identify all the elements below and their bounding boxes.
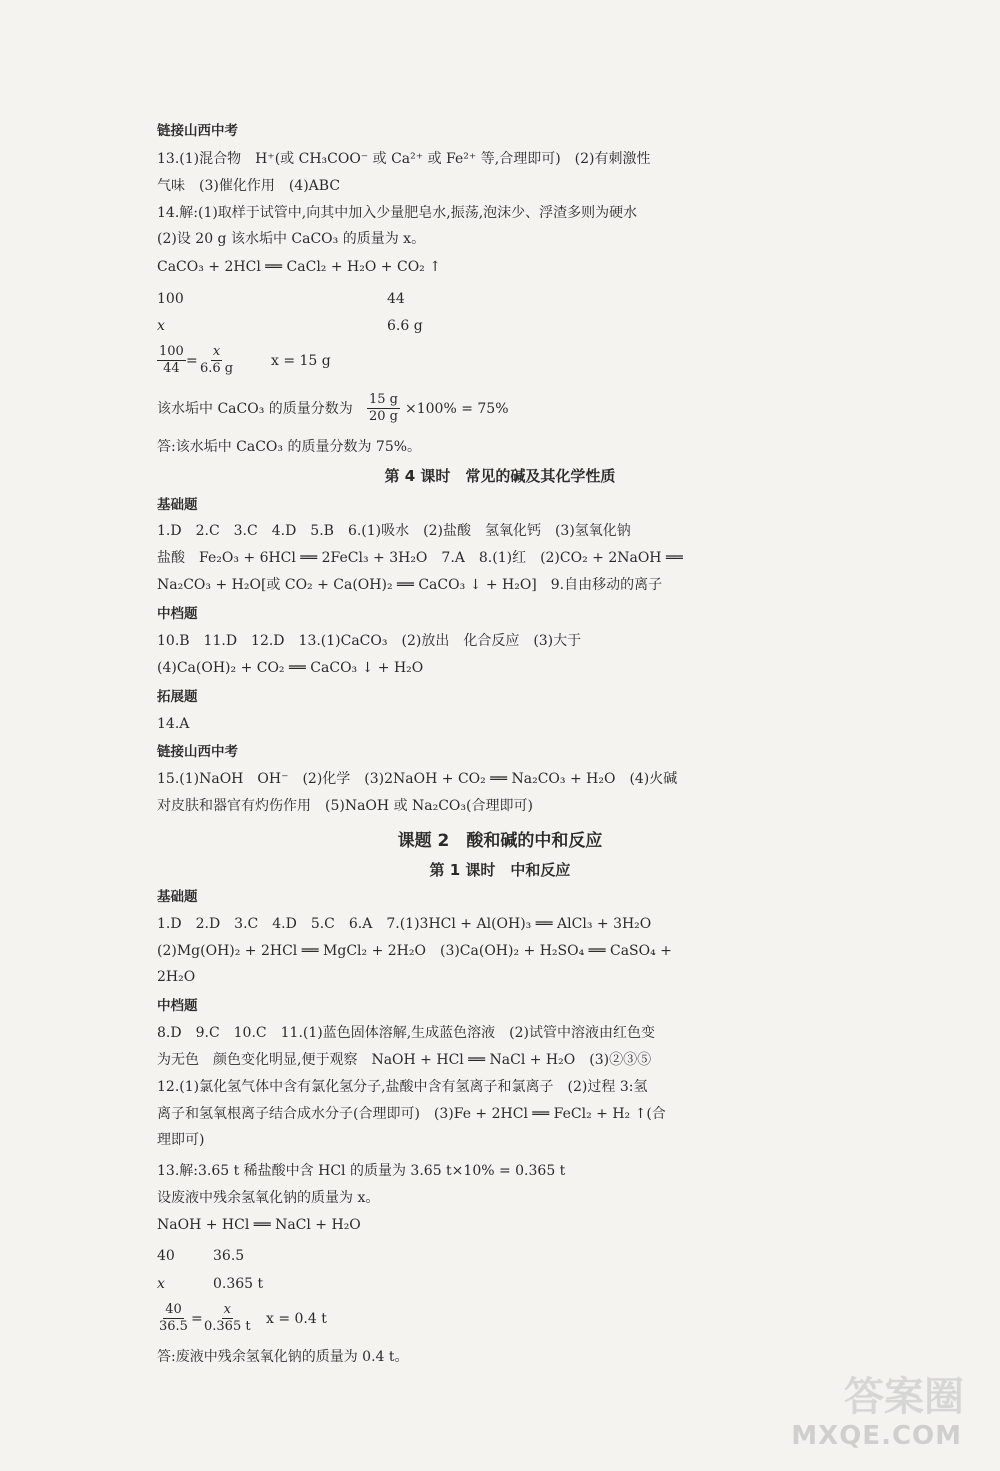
answer-line: 该水垢中 CaCO₃ 的质量分数为 (157, 401, 353, 417)
equation-unknown-left: x (157, 1276, 165, 1292)
answer-line: 离子和氢氧根离子结合成水分子(合理即可) (3)Fe + 2HCl ══ FeCl₂ + H₂ ↑(合 (157, 1106, 666, 1122)
section-heading: 中档题 (157, 998, 198, 1014)
equation-unknown-left: x (157, 318, 165, 334)
equation-line: NaOH + HCl ══ NaCl + H₂O (157, 1217, 361, 1233)
answer-line: 对皮肤和器官有灼伤作用 (5)NaOH 或 Na₂CO₃(合理即可) (157, 798, 533, 814)
equation-ratio-right: 44 (387, 291, 405, 307)
fraction-denominator: 6.6 g (200, 361, 234, 376)
fraction-numerator: x (223, 1302, 231, 1317)
answer-line: 10.B 11.D 12.D 13.(1)CaCO₃ (2)放出 化合反应 (3)大于 (157, 633, 582, 649)
result: x = 15 g (271, 353, 331, 369)
answer-line: 答:该水垢中 CaCO₃ 的质量分数为 75%。 (157, 439, 422, 455)
equation-unknown-right: 0.365 t (213, 1276, 264, 1292)
fraction-numerator: 15 g (369, 392, 398, 407)
answer-line: 1.D 2.D 3.C 4.D 5.C 6.A 7.(1)3HCl + Al(OH)₃ ══ AlCl₃ + 3H₂O (157, 916, 652, 932)
fraction-denominator: 20 g (369, 409, 398, 424)
fraction (367, 392, 400, 425)
fraction-numerator: 100 (159, 344, 184, 359)
section-heading: 链接山西中考 (157, 744, 238, 760)
answer-line: 气味 (3)催化作用 (4)ABC (157, 178, 341, 194)
answer-line: 2H₂O (157, 969, 196, 985)
watermark-site-text: MXQE.COM (791, 1421, 962, 1451)
answer-line: 15.(1)NaOH OH⁻ (2)化学 (3)2NaOH + CO₂ ══ Na₂CO₃ + H₂O (4)火碱 (157, 771, 678, 787)
section-heading: 基础题 (157, 889, 198, 905)
section-heading: 链接山西中考 (157, 123, 238, 139)
fraction-denominator: 36.5 (159, 1319, 188, 1334)
answer-line: 1.D 2.C 3.C 4.D 5.B 6.(1)吸水 (2)盐酸 氢氧化钙 (3)氢氧化钠 (157, 523, 631, 539)
section-heading: 中档题 (157, 606, 198, 622)
answer-line: 13.(1)混合物 H⁺(或 CH₃COO⁻ 或 Ca²⁺ 或 Fe²⁺ 等,合理即可) (2)有刺激性 (157, 151, 651, 167)
equation-line: CaCO₃ + 2HCl ══ CaCl₂ + H₂O + CO₂ ↑ (157, 259, 441, 275)
equation-unknown-right: 6.6 g (387, 318, 423, 334)
equation-ratio-left: 100 (157, 291, 184, 307)
answer-line: (2)设 20 g 该水垢中 CaCO₃ 的质量为 x。 (157, 231, 426, 247)
section-heading: 拓展题 (157, 689, 198, 705)
topic-title: 课题 2 酸和碱的中和反应 (397, 831, 603, 851)
fraction-numerator: x (212, 344, 221, 359)
equation-ratio-left: 40 (157, 1248, 175, 1264)
answer-line: 13.解:3.65 t 稀盐酸中含 HCl 的质量为 3.65 t×10% = 0.365 t (157, 1163, 566, 1179)
answer-line: 14.解:(1)取样于试管中,向其中加入少量肥皂水,振荡,泡沫少、浮渣多则为硬水 (157, 205, 638, 221)
equals-sign: = (186, 353, 198, 369)
section-heading: 基础题 (157, 497, 198, 513)
answer-line: (4)Ca(OH)₂ + CO₂ ══ CaCO₃ ↓ + H₂O (157, 660, 424, 676)
answer-line: 答:废液中残余氢氧化钠的质量为 0.4 t。 (157, 1349, 409, 1365)
fraction (157, 1302, 190, 1335)
fraction (157, 344, 186, 377)
lesson-title: 第 1 课时 中和反应 (429, 861, 571, 879)
answer-line: ×100% = 75% (405, 401, 509, 417)
fraction-denominator: 44 (163, 361, 180, 376)
equation-ratio-right: 36.5 (213, 1248, 245, 1264)
answer-line: Na₂CO₃ + H₂O[或 CO₂ + Ca(OH)₂ ══ CaCO₃ ↓ + H₂O] 9.自由移动的离子 (157, 577, 663, 593)
fraction-numerator: 40 (165, 1302, 182, 1317)
answer-line: 为无色 颜色变化明显,便于观察 NaOH + HCl ══ NaCl + H₂O (3)②③⑤ (157, 1052, 652, 1068)
answer-line: (2)Mg(OH)₂ + 2HCl ══ MgCl₂ + 2H₂O (3)Ca(OH)₂ + H₂SO₄ ══ CaSO₄ + (157, 943, 672, 959)
lesson-title: 第 4 课时 常见的碱及其化学性质 (384, 467, 616, 485)
equals-sign: = (191, 1311, 203, 1327)
fraction (202, 1302, 253, 1335)
watermark-logo-text: 答案圈 (844, 1374, 964, 1420)
answer-line: 12.(1)氯化氢气体中含有氯化氢分子,盐酸中含有氢离子和氯离子 (2)过程 3:氢 (157, 1079, 648, 1095)
fraction-denominator: 0.365 t (204, 1319, 251, 1334)
fraction (198, 344, 235, 377)
answer-line: 14.A (157, 716, 190, 732)
answer-line: 盐酸 Fe₂O₃ + 6HCl ══ 2FeCl₃ + 3H₂O 7.A 8.(1)红 (2)CO₂ + 2NaOH ══ (157, 550, 683, 566)
answer-line: 理即可) (157, 1132, 205, 1148)
result: x = 0.4 t (266, 1311, 327, 1327)
answer-line: 8.D 9.C 10.C 11.(1)蓝色固体溶解,生成蓝色溶液 (2)试管中溶液由红色变 (157, 1025, 656, 1041)
site-watermark (768, 1357, 968, 1457)
answer-line: 设废液中残余氢氧化钠的质量为 x。 (157, 1190, 380, 1206)
